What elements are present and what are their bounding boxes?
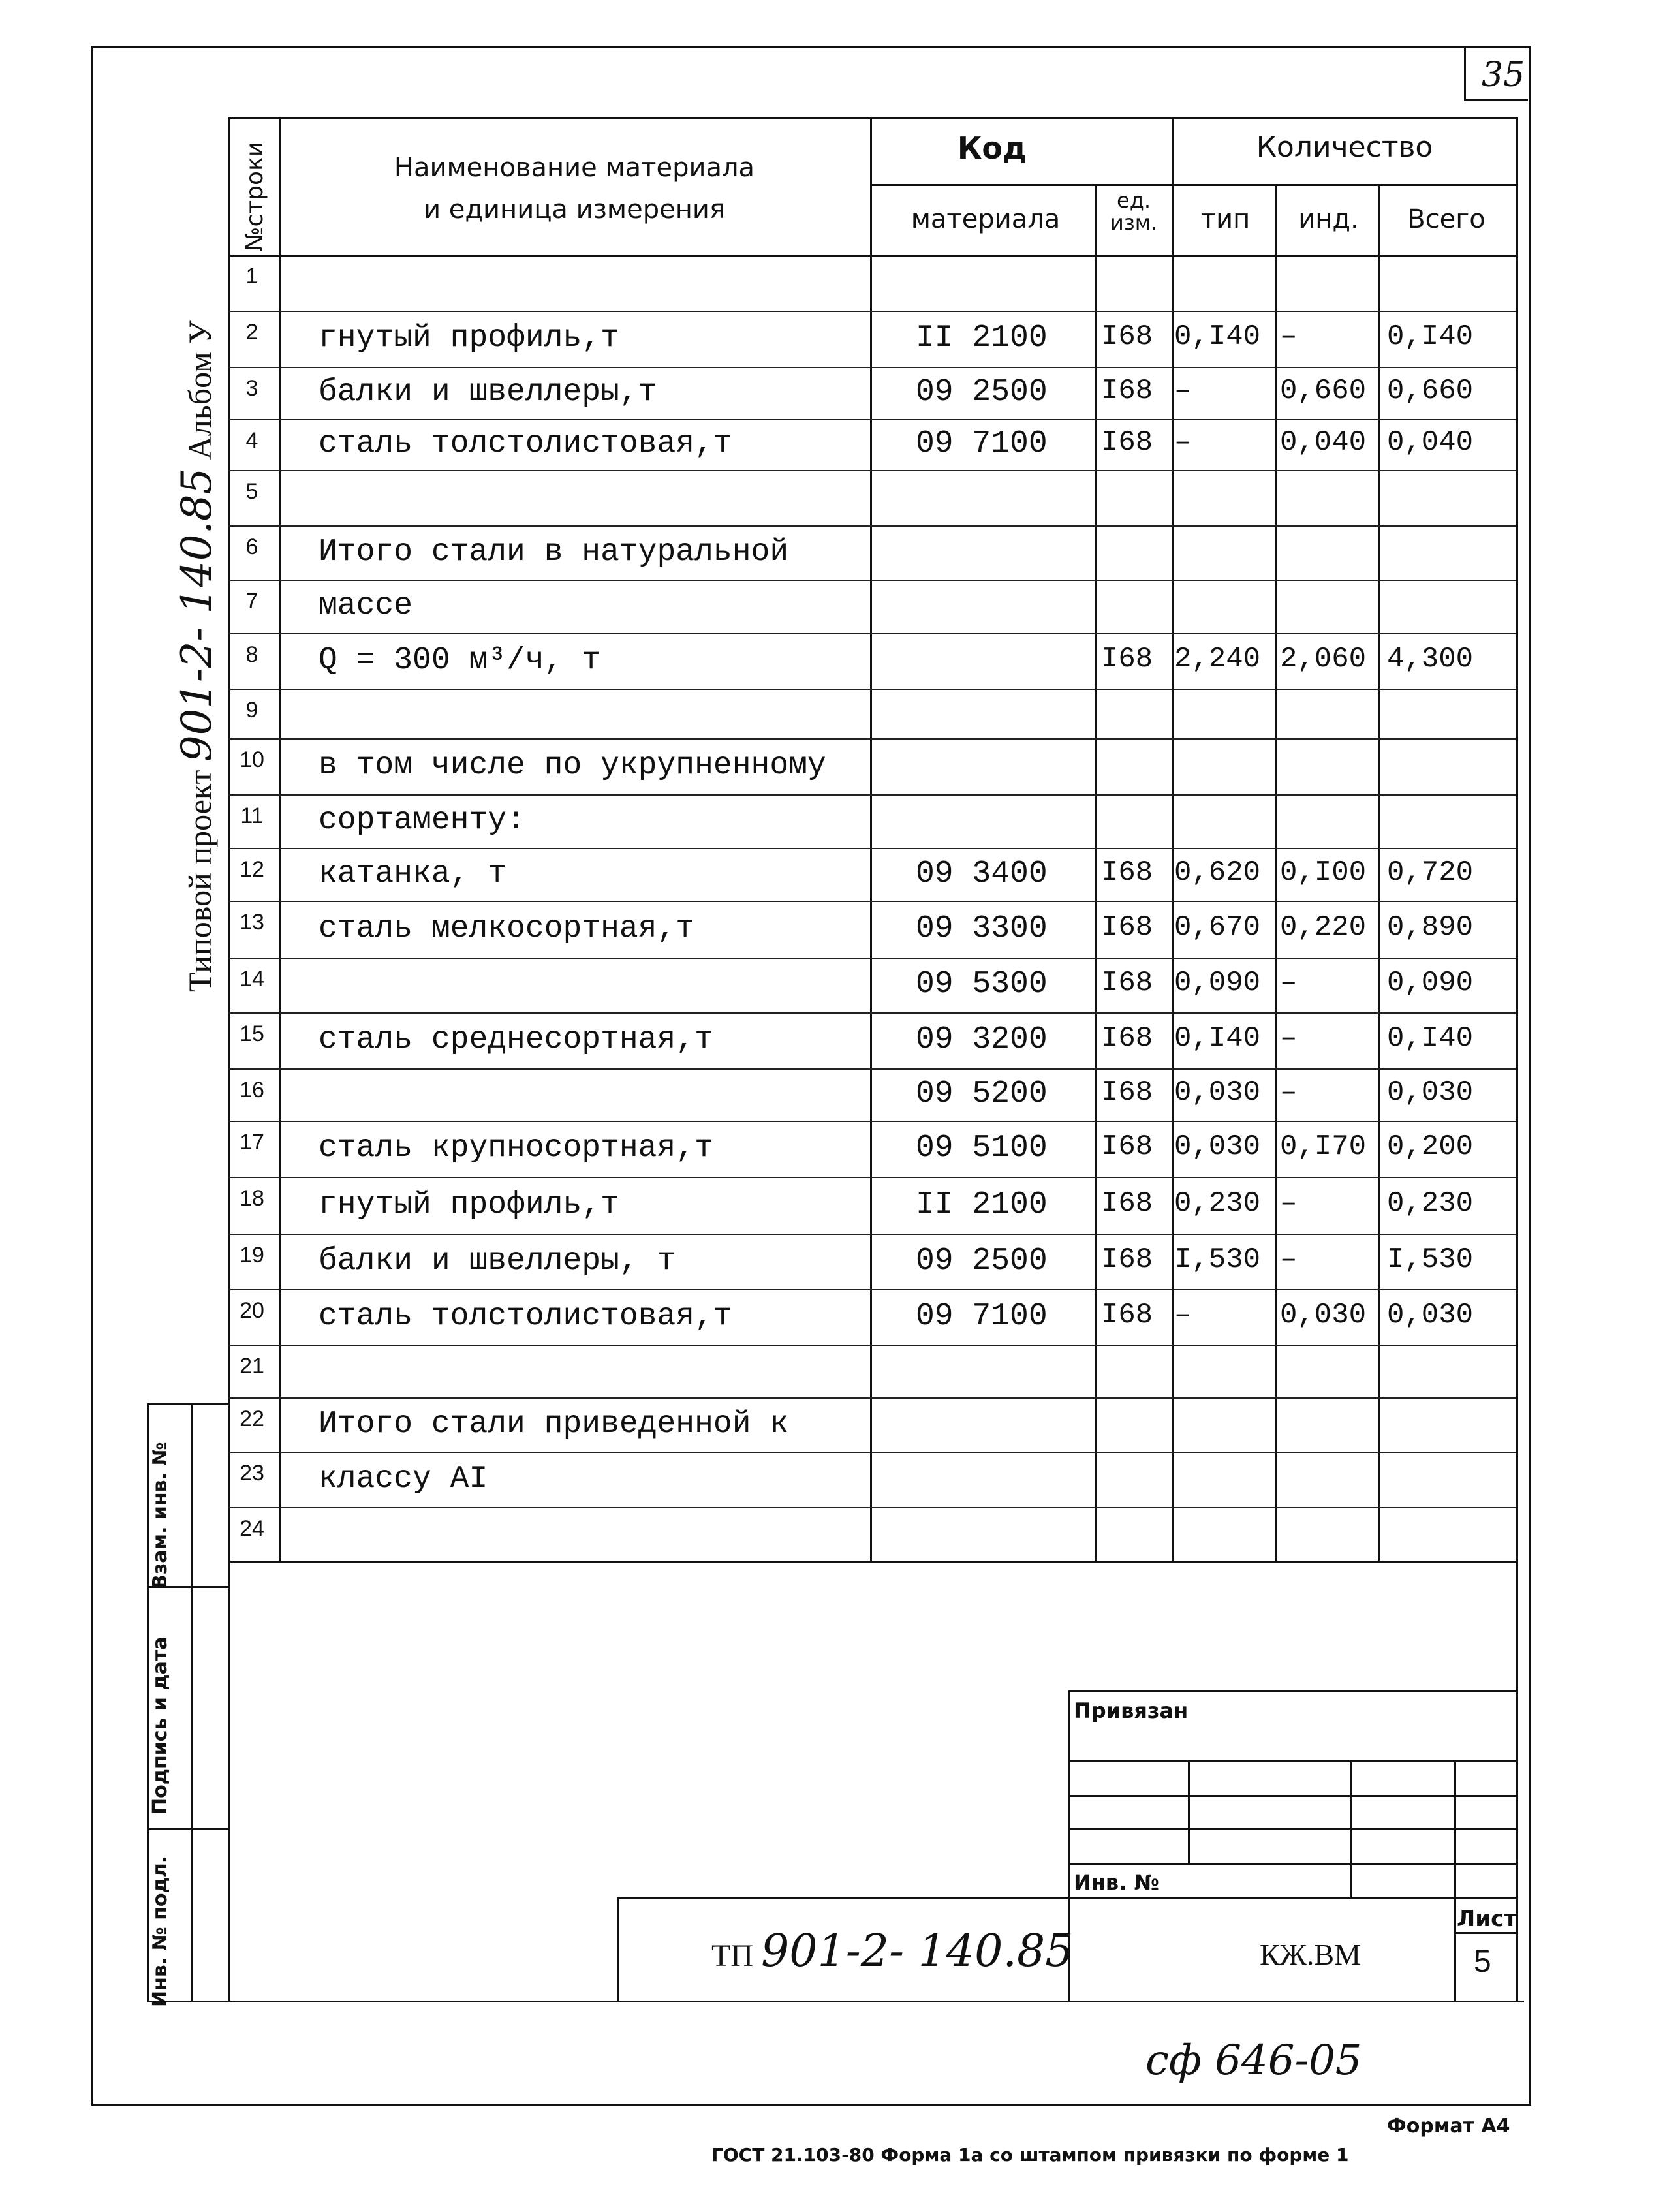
table-row-divider	[228, 901, 1516, 902]
table-row-divider	[228, 1234, 1516, 1235]
row-number: 24	[240, 1516, 264, 1541]
row-material-name: Итого стали в натуральной	[319, 535, 789, 570]
row-qty-typ: –	[1174, 375, 1192, 407]
row-number: 21	[240, 1354, 264, 1379]
row-number: 4	[245, 428, 258, 453]
row-qty-ind: –	[1280, 1187, 1298, 1220]
row-qty-ind: –	[1280, 1022, 1298, 1055]
table-row-divider	[228, 1345, 1516, 1346]
row-number: 22	[240, 1407, 264, 1431]
stamp-project	[711, 1925, 1074, 1977]
row-qty-ind: 0,220	[1280, 911, 1367, 944]
row-qty-ind: –	[1280, 1243, 1298, 1276]
stamp-row-line	[1068, 1760, 1516, 1762]
row-unit-code: I68	[1101, 967, 1153, 999]
row-number: 1	[245, 264, 258, 288]
table-row-divider	[228, 1012, 1516, 1014]
header-code: Код	[957, 131, 1027, 166]
row-material-name: балки и швеллеры, т	[319, 1243, 676, 1279]
header-row-no: №строки	[241, 141, 268, 251]
row-material-code: 09 7100	[916, 1299, 1048, 1334]
row-number: 16	[240, 1078, 264, 1102]
table-row-divider	[228, 311, 1516, 312]
row-qty-typ: 0,090	[1174, 967, 1261, 999]
row-qty-ind: 0,I00	[1280, 856, 1367, 889]
album-label-suffix: Альбом У	[181, 320, 218, 460]
body-left-line	[228, 1561, 230, 2001]
row-number: 17	[240, 1130, 264, 1155]
stamp-row-line	[1068, 1863, 1516, 1865]
row-number: 13	[240, 910, 264, 935]
title-block-top	[617, 1897, 1516, 1899]
row-number: 10	[240, 747, 264, 772]
row-unit-code: I68	[1101, 856, 1153, 889]
row-qty-total: 0,030	[1387, 1076, 1474, 1109]
margin-inner-line	[191, 1403, 193, 2001]
row-qty-total: 0,090	[1387, 967, 1474, 999]
table-row-divider	[228, 1121, 1516, 1122]
row-material-code: 09 3300	[916, 911, 1048, 946]
row-material-code: 09 2500	[916, 375, 1048, 410]
table-bottom-border	[228, 1561, 1516, 1563]
table-row-divider	[228, 367, 1516, 368]
row-qty-typ: 0,030	[1174, 1130, 1261, 1163]
table-row-divider	[228, 580, 1516, 581]
row-material-name: сталь толстолистовая,т	[319, 1299, 732, 1334]
row-qty-ind: 2,060	[1280, 643, 1367, 676]
page-number: 35	[1482, 55, 1525, 95]
stamp-sheet-label: Лист	[1457, 1906, 1517, 1932]
stamp-top-line	[1068, 1690, 1516, 1692]
table-row-divider	[228, 794, 1516, 796]
row-material-name: сталь мелкосортная,т	[319, 911, 695, 946]
row-material-code: 09 5300	[916, 967, 1048, 1002]
stamp-col-line	[1188, 1760, 1190, 1863]
row-material-name: сортаменту:	[319, 803, 525, 838]
title-block-left	[617, 1897, 619, 2001]
row-qty-typ: I,530	[1174, 1243, 1261, 1276]
row-material-name: сталь среднесортная,т	[319, 1022, 713, 1057]
table-row-divider	[228, 738, 1516, 740]
row-number: 14	[240, 967, 264, 991]
stamp-doc-code: КЖ.ВМ	[1260, 1938, 1361, 1971]
header-qty-typ: тип	[1200, 204, 1251, 234]
row-qty-ind: –	[1280, 1076, 1298, 1109]
row-qty-total: 0,720	[1387, 856, 1474, 889]
handwritten-archive-number: сф 646-05	[1145, 2036, 1362, 2085]
table-column-border	[1516, 117, 1518, 1561]
header-qty-ind: инд.	[1298, 204, 1359, 234]
table-row-divider	[228, 1177, 1516, 1178]
row-material-name: массе	[319, 588, 413, 623]
row-qty-typ: 0,030	[1174, 1076, 1261, 1109]
row-material-code: 09 3400	[916, 856, 1048, 892]
footer-format: Формат А4	[1387, 2115, 1510, 2138]
row-qty-typ: 0,I40	[1174, 1022, 1261, 1055]
row-unit-code: I68	[1101, 426, 1153, 459]
header-code-unit: ед. изм.	[1110, 188, 1158, 235]
row-qty-ind: 0,040	[1280, 426, 1367, 459]
row-material-name: сталь толстолистовая,т	[319, 426, 732, 461]
album-label-prefix: Типовой проект	[181, 770, 218, 992]
row-qty-ind: 0,660	[1280, 375, 1367, 407]
row-unit-code: I68	[1101, 1187, 1153, 1220]
table-row-divider	[228, 1397, 1516, 1399]
row-number: 23	[240, 1461, 264, 1486]
stamp-col-line	[1454, 1760, 1456, 1897]
row-number: 11	[240, 803, 264, 828]
row-material-name: гнутый профиль,т	[319, 320, 619, 356]
row-material-code: II 2100	[916, 320, 1048, 356]
row-unit-code: I68	[1101, 1243, 1153, 1276]
margin-inv-podl: Инв. № подл.	[149, 1855, 172, 2007]
row-qty-typ: –	[1174, 1299, 1192, 1332]
table-column-border	[1275, 184, 1277, 1561]
row-qty-typ: 0,620	[1174, 856, 1261, 889]
row-unit-code: I68	[1101, 1022, 1153, 1055]
row-qty-typ: 0,670	[1174, 911, 1261, 944]
margin-podpis-data: Подпись и дата	[149, 1636, 172, 1815]
table-frame-bottom	[147, 2001, 1524, 2002]
row-material-code: II 2100	[916, 1187, 1048, 1223]
margin-divider	[147, 1828, 228, 1830]
row-unit-code: I68	[1101, 911, 1153, 944]
header-name: Наименование материала и единица измерения	[394, 153, 755, 225]
row-number: 19	[240, 1243, 264, 1268]
table-row-divider	[228, 525, 1516, 527]
row-unit-code: I68	[1101, 1299, 1153, 1332]
table-row-divider	[228, 419, 1516, 420]
row-number: 15	[240, 1021, 264, 1046]
table-row-divider	[228, 470, 1516, 471]
stamp-row-line	[1068, 1828, 1516, 1830]
page-number-underline	[1464, 99, 1528, 101]
header-qty-total: Всего	[1407, 204, 1486, 234]
row-material-code: 09 3200	[916, 1022, 1048, 1057]
row-unit-code: I68	[1101, 1076, 1153, 1109]
row-qty-total: I,530	[1387, 1243, 1474, 1276]
header-quantity: Количество	[1256, 131, 1433, 164]
row-material-name: Итого стали приведенной к	[319, 1407, 789, 1442]
row-qty-typ: 0,I40	[1174, 320, 1261, 353]
table-row-divider	[228, 1452, 1516, 1453]
table-row-divider	[228, 1507, 1516, 1508]
row-material-name: гнутый профиль,т	[319, 1187, 619, 1223]
row-unit-code: I68	[1101, 643, 1153, 676]
row-material-code: 09 7100	[916, 426, 1048, 461]
row-number: 5	[245, 479, 258, 504]
row-number: 3	[245, 376, 258, 401]
row-number: 6	[245, 535, 258, 559]
row-number: 7	[245, 589, 258, 614]
row-qty-typ: –	[1174, 426, 1192, 459]
margin-vzam-inv: Взам. инв. №	[149, 1442, 172, 1589]
row-number: 20	[240, 1298, 264, 1323]
row-qty-total: 0,030	[1387, 1299, 1474, 1332]
row-unit-code: I68	[1101, 320, 1153, 353]
row-qty-ind: –	[1280, 320, 1298, 353]
row-qty-total: 0,890	[1387, 911, 1474, 944]
row-qty-ind: –	[1280, 967, 1298, 999]
stamp-row-line	[1068, 1795, 1516, 1797]
stamp-tp-number: 901-2- 140.85	[760, 1925, 1074, 1977]
row-qty-total: 0,660	[1387, 375, 1474, 407]
table-row-divider	[228, 848, 1516, 849]
row-qty-typ: 2,240	[1174, 643, 1261, 676]
row-material-code: 09 5200	[916, 1076, 1048, 1112]
row-material-name: сталь крупносортная,т	[319, 1130, 713, 1166]
title-block-sheet-line	[1454, 1897, 1456, 2001]
table-row-divider	[228, 1068, 1516, 1070]
table-row-divider	[228, 689, 1516, 690]
row-qty-ind: 0,030	[1280, 1299, 1367, 1332]
body-right-line	[1516, 1561, 1518, 2001]
row-number: 8	[245, 642, 258, 667]
row-number: 18	[240, 1186, 264, 1211]
table-top-border	[228, 117, 1516, 119]
footer-gost: ГОСТ 21.103-80 Форма 1а со штампом привязки по форме 1	[711, 2144, 1349, 2166]
table-header-split	[870, 184, 1516, 186]
row-number: 9	[245, 698, 258, 723]
stamp-privyazan: Привязан	[1074, 1698, 1189, 1723]
table-row-divider	[228, 633, 1516, 634]
row-qty-total: 0,I40	[1387, 1022, 1474, 1055]
stamp-inv-no: Инв. №	[1074, 1870, 1159, 1895]
row-material-name: балки и швеллеры,т	[319, 375, 657, 410]
row-number: 2	[245, 320, 258, 345]
row-unit-code: I68	[1101, 375, 1153, 407]
row-qty-total: 0,200	[1387, 1130, 1474, 1163]
row-qty-total: 0,040	[1387, 426, 1474, 459]
row-material-name: катанка, т	[319, 856, 507, 892]
header-code-material: материала	[910, 204, 1061, 234]
album-label	[173, 320, 221, 992]
row-qty-total: 0,I40	[1387, 320, 1474, 353]
row-number: 12	[240, 857, 264, 882]
stamp-tp-prefix: ТП	[711, 1939, 753, 1973]
table-header-bottom	[228, 255, 1516, 257]
page-number-divider	[1464, 47, 1466, 99]
table-row-divider	[228, 1289, 1516, 1290]
row-qty-total: 0,230	[1387, 1187, 1474, 1220]
title-block-sheet-divider	[1454, 1932, 1516, 1934]
row-material-code: 09 2500	[916, 1243, 1048, 1279]
margin-top-line	[147, 1403, 228, 1405]
stamp-col-line	[1350, 1760, 1352, 1897]
row-material-name: классу АI	[319, 1461, 488, 1497]
row-material-code: 09 5100	[916, 1130, 1048, 1166]
table-row-divider	[228, 958, 1516, 959]
row-unit-code: I68	[1101, 1130, 1153, 1163]
row-material-name: Q = 300 м³/ч, т	[319, 643, 601, 678]
row-qty-total: 4,300	[1387, 643, 1474, 676]
row-qty-typ: 0,230	[1174, 1187, 1261, 1220]
table-column-border	[1378, 184, 1380, 1561]
stamp-sheet-number: 5	[1474, 1944, 1491, 1979]
row-material-name: в том числе по укрупненному	[319, 748, 826, 783]
album-label-project: 901-2- 140.85	[173, 467, 221, 762]
row-qty-ind: 0,I70	[1280, 1130, 1367, 1163]
table-column-border	[1095, 184, 1097, 1561]
